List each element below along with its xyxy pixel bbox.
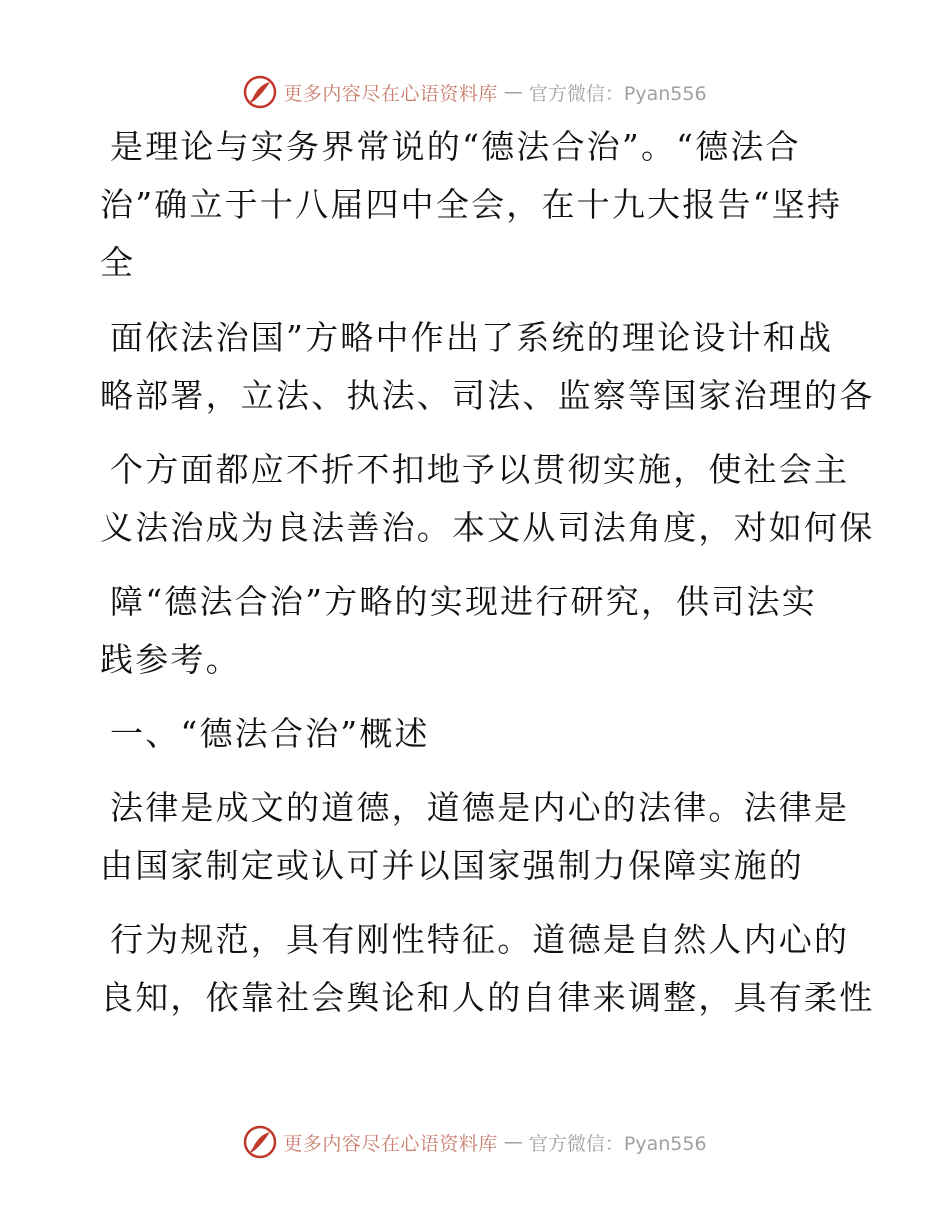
text-line: 义法治成为良法善治。本文从司法角度，对如何保 [100, 508, 875, 547]
footer-banner-wechat: 官方微信：Pyan556 [528, 1132, 707, 1155]
text-line: 行为规范，具有刚性特征。道德是自然人内心的 [110, 920, 850, 959]
text-line: 由国家制定或认可并以国家强制力保障实施的 [100, 846, 804, 885]
text-line: 践参考。 [100, 640, 241, 679]
text-line: 是理论与实务界常说的“德法合治”。“德法合 [110, 127, 801, 166]
header-banner-separator: — [503, 81, 523, 103]
quill-logo-icon [243, 75, 277, 109]
text-line: 治”确立于十八届四中全会，在十九大报告“坚持 [100, 185, 843, 224]
text-line: 法律是成文的道德，道德是内心的法律。法律是 [110, 788, 850, 827]
header-banner-wechat: 官方微信：Pyan556 [528, 82, 707, 105]
header-banner [0, 72, 950, 112]
section-heading: 一、“德法合治”概述 [110, 714, 430, 753]
quill-logo-icon [243, 1125, 277, 1159]
text-line: 个方面都应不折不扣地予以贯彻实施，使社会主 [110, 450, 850, 489]
footer-banner-text: 更多内容尽在心语资料库 [283, 1132, 498, 1155]
text-line: 略部署，立法、执法、司法、监察等国家治理的各 [100, 376, 875, 415]
header-banner-text: 更多内容尽在心语资料库 [283, 82, 498, 105]
text-line: 面依法治国”方略中作出了系统的理论设计和战 [110, 318, 834, 357]
text-line: 全 [100, 243, 136, 282]
text-line: 良知，依靠社会舆论和人的自律来调整，具有柔性 [100, 978, 875, 1017]
text-line: 障“德法合治”方略的实现进行研究，供司法实 [110, 582, 817, 621]
footer-banner-separator: — [503, 1131, 523, 1153]
footer-banner [0, 1122, 950, 1162]
